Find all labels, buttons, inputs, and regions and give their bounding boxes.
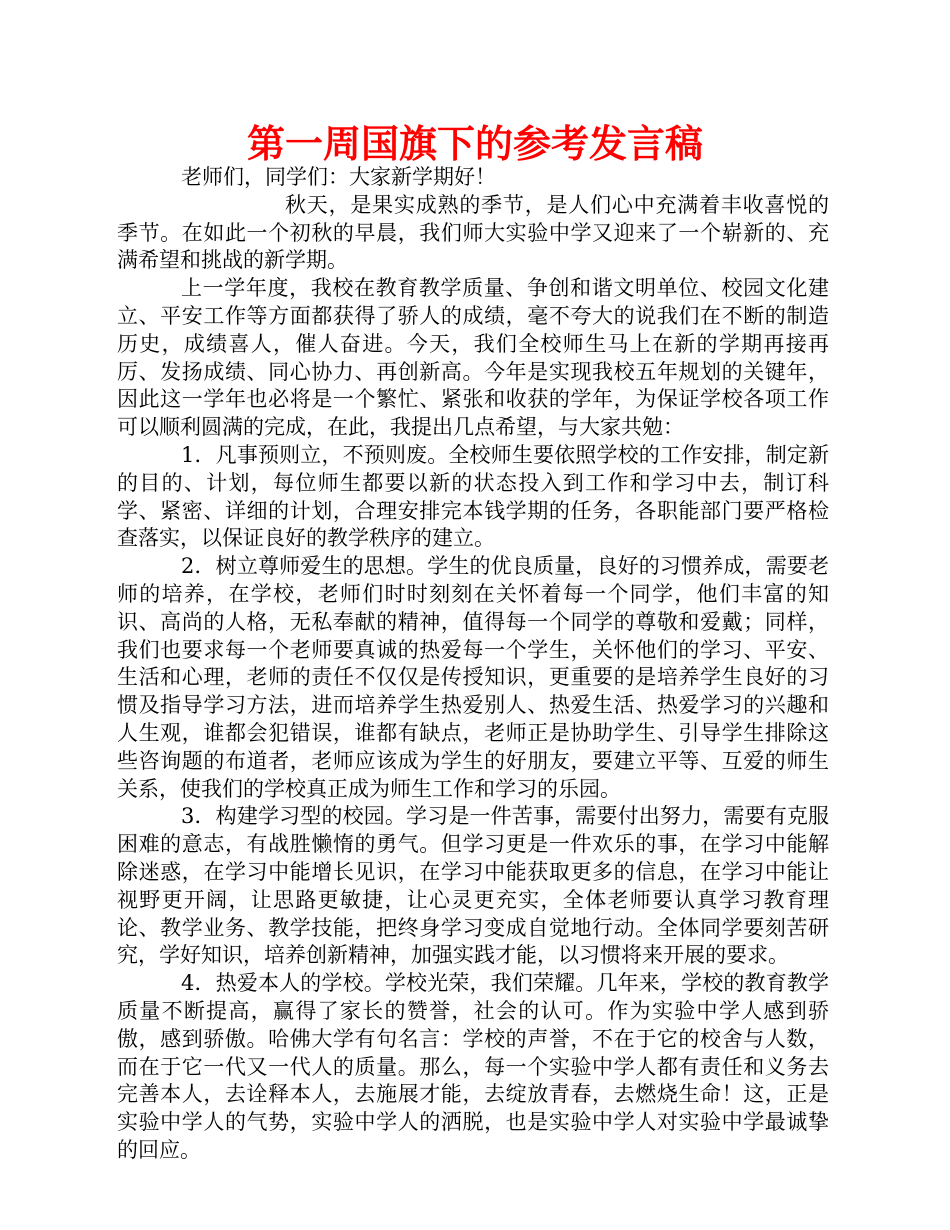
- paragraph-last-year: 上一学年度，我校在教育教学质量、争创和谐文明单位、校园文化建立、平安工作等方面都获得了骄人的成绩，毫不夸大的说我们在不断的制造历史，成绩喜人，催人奋进。今天，我们全校师生马上在新的学期再接再厉、发扬成绩、同心协力、再创新高。今年是实现我校五年规划的关键年，因此这一学年也必将是一个繁忙、紧张和收获的学年，为保证学校各项工作可以顺利圆满的完成，在此，我提出几点希望，与大家共勉：: [117, 276, 829, 440]
- paragraph-point-4: 4．热爱本人的学校。学校光荣，我们荣耀。几年来，学校的教育教学质量不断提高，赢得了家长的赞誉，社会的认可。作为实验中学人感到骄傲，感到骄傲。哈佛大学有句名言：学校的声誉，不在于它的校舍与人数，而在于它一代又一代人的质量。那么，每一个实验中学人都有责任和义务去完善本人，去诠释本人，去施展才能，去绽放青春，去燃烧生命！这，正是实验中学人的气势，实验中学人的洒脱，也是实验中学人对实验中学最诚挚的回应。: [117, 971, 829, 1162]
- paragraph-point-3: 3．构建学习型的校园。学习是一件苦事，需要付出努力，需要有克服困难的意志，有战胜懒惰的勇气。但学习更是一件欢乐的事，在学习中能解除迷惑，在学习中能增长见识，在学习中能获取更多的信息，在学习中能让视野更开阔，让思路更敏捷，让心灵更充实，全体老师要认真学习教育理论、教学业务、教学技能，把终身学习变成自觉地行动。全体同学要刻苦研究，学好知识，培养创新精神，加强实践才能，以习惯将来开展的要求。: [117, 804, 829, 968]
- paragraph-point-1: 1．凡事预则立，不预则废。全校师生要依照学校的工作安排，制定新的目的、计划，每位师生都要以新的状态投入到工作和学习中去，制订科学、紧密、详细的计划，合理安排完本钱学期的任务，各职能部门要严格检查落实，以保证良好的教学秩序的建立。: [117, 442, 829, 551]
- document-body: [117, 164, 829, 1165]
- greeting-line: 老师们，同学们：大家新学期好！: [181, 165, 496, 189]
- paragraph-point-2: 2．树立尊师爱生的思想。学生的优良质量，良好的习惯养成，需要老师的培养，在学校，老师们时时刻刻在关怀着每一个同学，他们丰富的知识、高尚的人格，无私奉献的精神，值得每一个同学的尊敬和爱戴；同样，我们也要求每一个老师要真诚的热爱每一个学生，关怀他们的学习、平安、生活和心理，老师的责任不仅仅是传授知识，更重要的是培养学生良好的习惯及指导学习方法，进而培养学生热爱别人、热爱生活、热爱学习的兴趣和人生观，谁都会犯错误，谁都有缺点，老师正是协助学生、引导学生排除这些咨询题的布道者，老师应该成为学生的好朋友，要建立平等、互爱的师生关系，使我们的学校真正成为师生工作和学习的乐园。: [117, 554, 829, 801]
- paragraph-autumn: 秋天，是果实成熟的季节，是人们心中充满着丰收喜悦的季节。在如此一个初秋的早晨，我们师大实验中学又迎来了一个崭新的、充满希望和挑战的新学期。: [117, 192, 829, 273]
- document-title: 第一周国旗下的参考发言稿: [246, 122, 703, 166]
